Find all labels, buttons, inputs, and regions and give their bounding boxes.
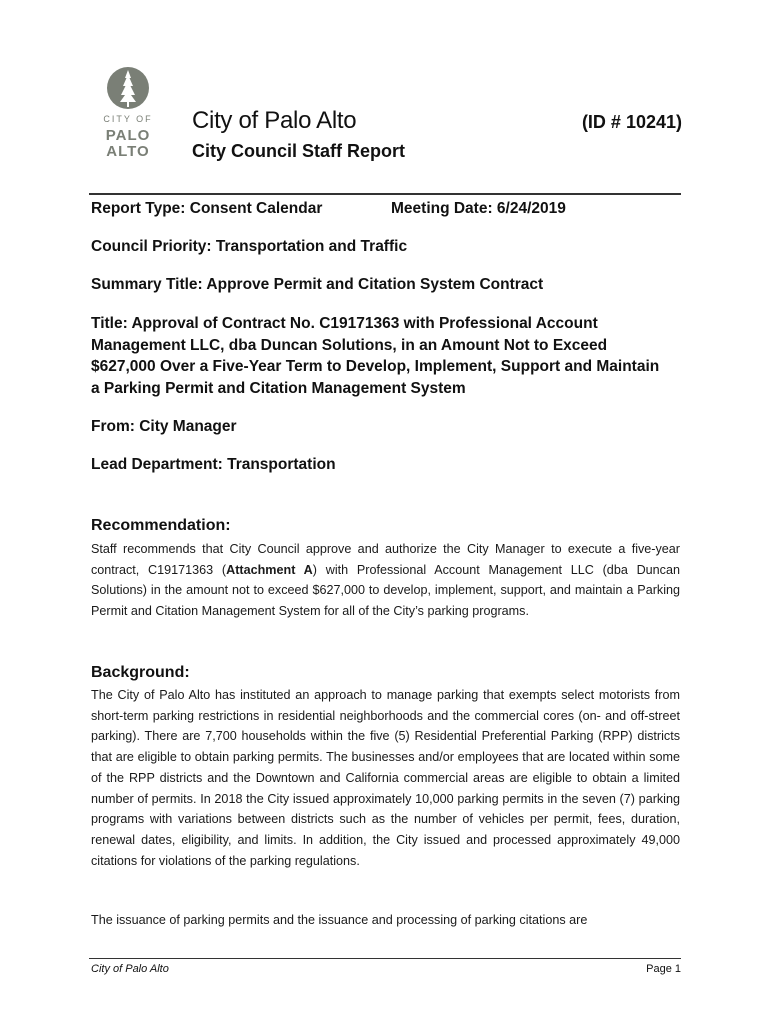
footer-divider xyxy=(89,958,681,959)
meeting-date: Meeting Date: 6/24/2019 xyxy=(391,200,566,217)
lead-department: Lead Department: Transportation xyxy=(91,456,336,473)
city-title: City of Palo Alto xyxy=(192,107,357,134)
page-number: Page 1 xyxy=(646,963,681,975)
background-heading: Background: xyxy=(91,664,190,681)
header-divider xyxy=(89,193,681,195)
background-paragraph-1: The City of Palo Alto has instituted an approach to manage parking that exempts select motorists from short-term parking restrictions in residential neighborhoods and the commercial cores (on- and off-street parking). There are 7,700 households within the five (5) Residential Preferential Parking (RPP) districts that are eligible to obtain parking permits. The businesses and/or employees that are located within some of the RPP districts and the Downtown and California commercial areas are eligible to obtain a limited number of permits. In 2018 the City issued approximately 10,000 parking permits in the seven (7) parking programs with variations between districts such as the number of vehicles per permit, fees, duration, renewal dates, eligibility, and limits. In addition, the City issued and processed approximately 49,000 citations for violations of the parking regulations. xyxy=(91,688,680,868)
recommendation-text-1: Staff recommends that City Council approve and authorize the City Manager to execute a five-year contract, C19171363 ( xyxy=(91,542,680,577)
attachment-a-reference: Attachment A xyxy=(226,562,313,577)
report-id: (ID # 10241) xyxy=(581,112,682,132)
logo-palo: PALO xyxy=(105,127,151,144)
footer-city-name: City of Palo Alto xyxy=(91,963,169,975)
recommendation-heading: Recommendation: xyxy=(91,517,231,534)
logo-alto: ALTO xyxy=(106,143,150,160)
from-field: From: City Manager xyxy=(91,418,237,435)
council-priority: Council Priority: Transportation and Traffic xyxy=(91,238,408,255)
report-title: Title: Approval of Contract No. C19171363 with Professional Account Management LLC, dba Duncan Solutions, in an Amount Not to Exceed $627,000 Over a Five-Year Term to Develop, Implement, Support and Maintain a Parking Permit and Citation Management System xyxy=(91,315,660,397)
report-subtitle: City Council Staff Report xyxy=(192,141,406,161)
recommendation-text-2: ) with Professional Account Management LLC (dba Duncan Solutions) in the amount not to exceed $627,000 to develop, implement, support, and maintain a Parking Permit and Citation Management System for all of the City’s parking programs. xyxy=(91,562,680,619)
recommendation-paragraph xyxy=(91,539,680,622)
summary-title: Summary Title: Approve Permit and Citation System Contract xyxy=(91,276,544,293)
logo-city-of: CITY OF xyxy=(103,114,153,124)
report-type: Report Type: Consent Calendar xyxy=(91,200,323,217)
background-paragraph-2: The issuance of parking permits and the issuance and processing of parking citations are xyxy=(91,913,588,927)
